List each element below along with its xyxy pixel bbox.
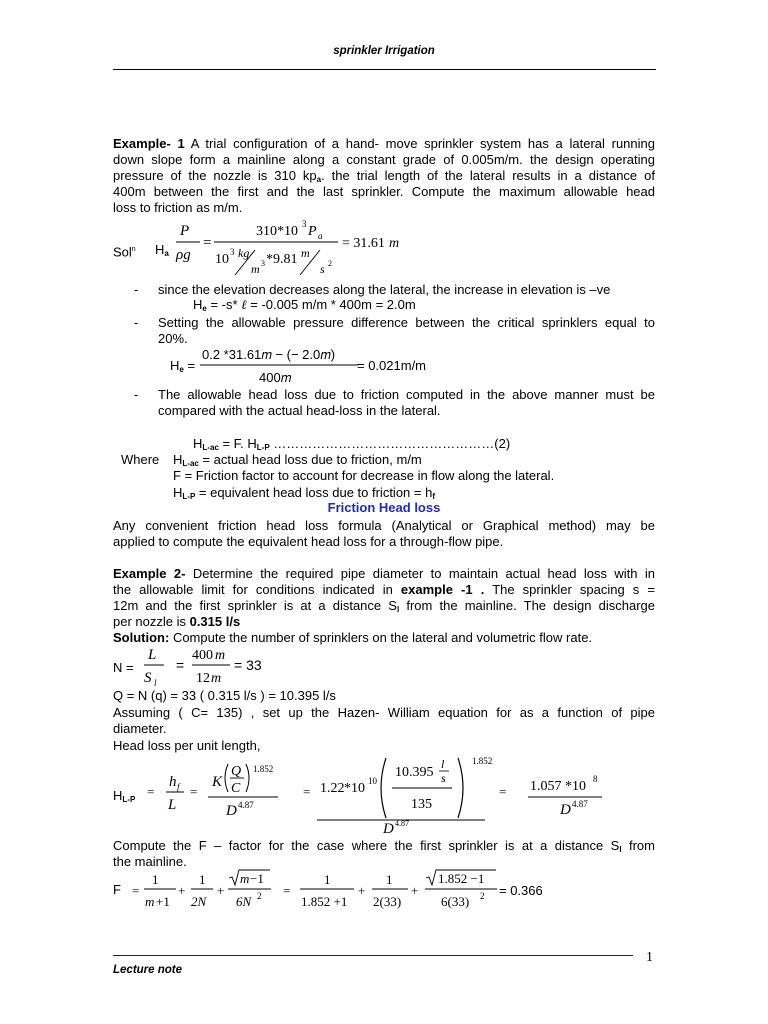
n-equation — [140, 644, 280, 690]
svg-text:3: 3 — [230, 247, 235, 257]
svg-text:6(33): 6(33) — [441, 894, 470, 909]
svg-text:1.22: 1.22 — [320, 781, 345, 796]
svg-text:10: 10 — [215, 252, 229, 267]
assuming-line-1: Assuming ( C= 135) , set up the Hazen- William equation for as a function of pipe — [113, 705, 655, 720]
example1-line-2: down slope form a mainline along a constant grade of 0.005m/m. the design operating — [113, 152, 655, 167]
bullet-dash: - — [134, 315, 139, 330]
svg-text:= 0.366: = 0.366 — [499, 883, 543, 898]
svg-text:4.87: 4.87 — [572, 799, 588, 809]
he-fraction-label: $H_e$ = — [170, 358, 196, 374]
svg-text:s: s — [441, 771, 446, 785]
svg-text:1.852 −1: 1.852 −1 — [438, 871, 485, 886]
svg-text:2: 2 — [328, 259, 332, 268]
svg-text:1.852 +1: 1.852 +1 — [301, 894, 348, 909]
bullet-dash: - — [134, 282, 139, 297]
svg-text:400: 400 — [192, 648, 213, 663]
solution-line: Solution: Compute the number of sprinklers on the lateral and volumetric flow rate. — [113, 630, 593, 645]
svg-text:310: 310 — [256, 224, 277, 239]
example2-line-4: per nozzle is 0.315 l/s — [113, 614, 241, 629]
svg-text:1: 1 — [386, 872, 393, 887]
svg-text:3: 3 — [302, 219, 307, 229]
svg-text:+: + — [217, 883, 225, 898]
svg-text:L: L — [148, 647, 157, 663]
he-fraction-equation — [200, 344, 440, 386]
svg-text:m: m — [211, 671, 222, 686]
example2-line-3: 12m and the first sprinkler is at a distance $S_l$ from the mainline. The design discharge — [113, 598, 655, 614]
svg-text:1: 1 — [152, 872, 159, 887]
svg-text:ρg: ρg — [176, 247, 191, 263]
svg-text:8: 8 — [593, 774, 598, 784]
equation-2: $H_{L-ac} = F$. $H_{L-P}$ ……………………………………………(2) — [193, 436, 511, 452]
svg-text:s: s — [320, 262, 325, 276]
svg-text:2(33): 2(33) — [373, 894, 402, 909]
svg-text:2N: 2N — [191, 894, 207, 909]
svg-text:P: P — [308, 224, 317, 239]
svg-text:−1: −1 — [250, 871, 264, 886]
bullet-2-line-1: Setting the allowable pressure difference between the critical sprinklers equal to — [158, 315, 655, 330]
svg-text:135: 135 — [411, 797, 432, 812]
svg-text:S: S — [144, 670, 152, 686]
example2-label: Example 2- — [113, 566, 186, 581]
svg-text:=: = — [499, 784, 507, 799]
svg-text:400𝑚: 400𝑚 — [259, 370, 292, 385]
bullet-dash: - — [134, 387, 139, 402]
svg-text:kg: kg — [238, 246, 250, 260]
svg-text:P: P — [180, 223, 190, 239]
svg-text:*10: *10 — [277, 224, 298, 239]
svg-text:L: L — [168, 797, 177, 813]
svg-text:K: K — [212, 774, 223, 790]
svg-text:f: f — [177, 782, 180, 792]
svg-text:2: 2 — [257, 891, 262, 901]
svg-text:m: m — [301, 246, 310, 260]
friction-heading: Friction Head loss — [327, 500, 441, 515]
svg-text:+1: +1 — [156, 894, 170, 909]
svg-text:Q: Q — [231, 764, 242, 779]
where-row-2: F = Friction factor to account for decrease in flow along the lateral. — [173, 468, 555, 483]
svg-text:10: 10 — [368, 776, 377, 786]
svg-text:=: = — [283, 883, 291, 898]
hazen-williams-equation — [140, 752, 610, 838]
bullet-3-line-1: The allowable head loss due to friction computed in the above manner must be — [158, 387, 655, 402]
solution-label: Solution: — [113, 630, 170, 645]
svg-text:1.852: 1.852 — [253, 764, 274, 774]
svg-text:l: l — [154, 678, 157, 688]
svg-text:10.395: 10.395 — [395, 765, 434, 780]
header-title: sprinkler Irrigation — [333, 45, 435, 57]
svg-text:12: 12 — [196, 671, 210, 686]
bullet-1-text: since the elevation decreases along the lateral, the increase in elevation is –ve — [158, 282, 611, 297]
example1-line-4: 400m between the first and the last sprinkler. Compute the maximum allowable head — [113, 184, 655, 199]
compute-f-line-2: the mainline. — [113, 854, 187, 869]
svg-text:C: C — [231, 781, 241, 796]
he-elevation-line: $H_e = -s*$ ℓ = -0.005 m/m * 400m = 2.0m — [193, 297, 416, 313]
friction-line-2: applied to compute the equivalent head loss for a through-flow pipe. — [113, 534, 504, 549]
svg-text:=: = — [303, 784, 311, 799]
example2-line-1: Example 2- Determine the required pipe diameter to maintain actual head loss with in — [113, 566, 655, 581]
footer-note: Lecture note — [113, 964, 183, 976]
svg-text:=: = — [190, 784, 198, 799]
svg-text:1.852: 1.852 — [472, 756, 493, 766]
svg-text:m: m — [389, 236, 400, 251]
sol-label: Sol$^n$ — [113, 244, 136, 260]
q-line: Q = N (q) = 33 ( 0.315 l/s ) = 10.395 l/s — [113, 688, 336, 703]
svg-text:*9.81: *9.81 — [266, 252, 298, 267]
svg-text:m: m — [215, 648, 226, 663]
compute-f-line-1: Compute the F – factor for the case where the first sprinkler is at a distance $S_l$ from — [113, 838, 655, 854]
svg-text:=: = — [176, 657, 185, 673]
where-row-1: $H_{L-ac}$ = actual head loss due to friction, m/m — [173, 452, 422, 468]
header-rule — [113, 69, 656, 70]
example1-line-1: Example- 1 A trial configuration of a hand- move sprinkler system has a lateral running — [113, 136, 655, 151]
hl-label: $H_{L-P}$ — [113, 788, 136, 804]
svg-text:1: 1 — [199, 872, 206, 887]
example1-line-3: pressure of the nozzle is 310 $kp_a$. the trial length of the lateral results in a distance of — [113, 168, 655, 184]
svg-text:= 0.021m/m: = 0.021m/m — [357, 358, 427, 373]
example1-line-5: loss to friction as m/m. — [113, 200, 243, 215]
headloss-label: Head loss per unit length, — [113, 738, 261, 753]
svg-text:a: a — [318, 231, 323, 241]
page-number: 1 — [646, 950, 653, 965]
where-label: Where — [121, 452, 160, 467]
svg-text:m: m — [145, 894, 155, 909]
svg-text:= 33: = 33 — [234, 657, 262, 673]
svg-text:1: 1 — [324, 872, 331, 887]
ha-equation — [170, 218, 410, 278]
svg-text:=: = — [203, 235, 212, 251]
svg-text:3: 3 — [261, 259, 265, 268]
svg-text:=: = — [132, 883, 140, 898]
svg-text:+: + — [358, 883, 366, 898]
svg-text:=: = — [147, 784, 155, 799]
svg-text:D: D — [383, 821, 394, 837]
example2-line-2: the allowable limit for conditions indicated in example -1 . The sprinkler spacing s = — [113, 582, 655, 597]
svg-text:m: m — [240, 871, 250, 886]
friction-line-1: Any convenient friction head loss formula (Analytical or Graphical method) may be — [113, 518, 655, 533]
svg-text:l: l — [441, 757, 445, 771]
where-row-3: $H_{L-P}$ = equivalent head loss due to friction = $h_f$ — [173, 485, 435, 501]
footer-rule — [113, 955, 633, 956]
svg-text:+: + — [178, 883, 186, 898]
n-label: N = — [113, 660, 134, 675]
svg-text:2: 2 — [480, 891, 485, 901]
svg-text:D: D — [226, 803, 237, 819]
f-label: F — [113, 882, 121, 897]
svg-text:h: h — [169, 774, 177, 790]
svg-text:4.87: 4.87 — [395, 819, 409, 828]
svg-text:+: + — [411, 883, 419, 898]
f-factor-equation — [128, 868, 558, 914]
example1-label: Example- 1 — [113, 136, 185, 151]
svg-text:*10: *10 — [344, 781, 365, 796]
svg-text:D: D — [560, 802, 571, 818]
svg-text:0.2 *31.61𝑚 − (− 2.0𝑚): 0.2 *31.61𝑚 − (− 2.0𝑚) — [202, 347, 336, 362]
bullet-3-line-2: compared with the actual head-loss in the lateral. — [158, 403, 441, 418]
assuming-line-2: diameter. — [113, 721, 167, 736]
svg-text:4.87: 4.87 — [238, 800, 254, 810]
svg-text:6N: 6N — [236, 894, 252, 909]
svg-text:= 31.61: = 31.61 — [342, 236, 385, 251]
bullet-2-line-2: 20%. — [158, 331, 188, 346]
svg-text:m: m — [251, 262, 260, 276]
ha-symbol: $H_a$ — [155, 242, 169, 258]
svg-text:1.057 *10: 1.057 *10 — [530, 779, 586, 794]
